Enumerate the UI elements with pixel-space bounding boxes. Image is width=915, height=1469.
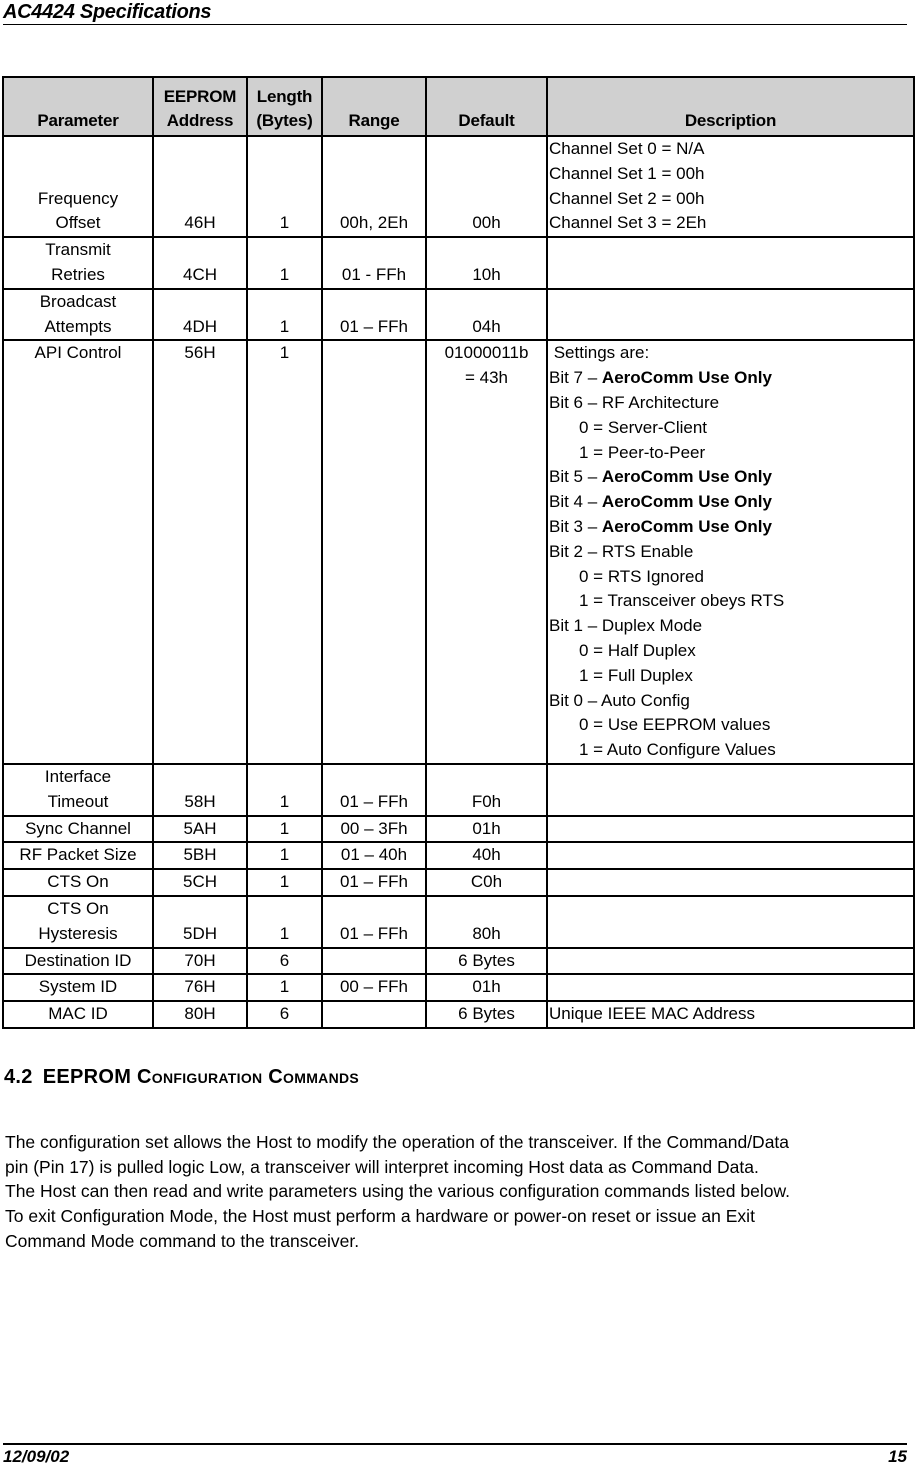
cell-range: 01 – FFh [322, 896, 426, 948]
cell-address: 4DH [153, 289, 247, 341]
description-line: 0 = Server-Client [579, 417, 708, 437]
column-header-parameter: Parameter [3, 77, 153, 136]
paragraph-line: The Host can then read and write parameters using the various configuration commands listed below. [5, 1181, 791, 1202]
cell-parameter: MAC ID [3, 1001, 153, 1028]
description-line: Settings are: [549, 343, 650, 363]
description-line: Bit 1 – Duplex Mode [549, 616, 703, 636]
table-row [3, 764, 914, 816]
cell-length: 1 [247, 289, 322, 341]
description-line: 1 = Full Duplex [579, 665, 693, 685]
paragraph-line: The configuration set allows the Host to modify the operation of the transceiver. If the Command/Data [5, 1132, 790, 1152]
description-line: Bit 7 – AeroComm Use Only [549, 368, 772, 388]
cell-parameter: Frequency Offset [3, 136, 153, 237]
cell-length: 1 [247, 896, 322, 948]
cell-description [547, 896, 914, 948]
cell-length: 1 [247, 974, 322, 1001]
description-line: Bit 3 – AeroComm Use Only [549, 516, 772, 536]
description-line: Unique IEEE MAC Address [549, 1004, 755, 1024]
cell-parameter: Broadcast Attempts [3, 289, 153, 341]
section-heading [4, 1066, 359, 1089]
footer-date: 12/09/02 [3, 1447, 70, 1466]
description-line: Channel Set 1 = 00h [549, 163, 705, 183]
eeprom-parameters-table [2, 76, 915, 1029]
table-row [3, 816, 914, 843]
cell-description [547, 869, 914, 896]
cell-default: 10h [426, 237, 547, 289]
paragraph-line: Command Mode command to the transceiver. [5, 1230, 360, 1251]
column-header-length: Length (Bytes) [247, 77, 322, 136]
cell-parameter: CTS On Hysteresis [3, 896, 153, 948]
cell-description [547, 974, 914, 1001]
cell-address: 56H [153, 340, 247, 764]
cell-default: 01h [426, 816, 547, 843]
cell-address: 4CH [153, 237, 247, 289]
cell-description [547, 948, 914, 975]
cell-parameter: Interface Timeout [3, 764, 153, 816]
description-line: Channel Set 3 = 2Eh [549, 213, 707, 233]
cell-range: 00 – 3Fh [322, 816, 426, 843]
document-title: AC4424 Specifications [3, 1, 212, 23]
cell-length: 1 [247, 136, 322, 237]
description-line: 1 = Transceiver obeys RTS [579, 591, 785, 611]
cell-description [547, 1001, 914, 1028]
cell-length: 1 [247, 237, 322, 289]
cell-range [322, 1001, 426, 1028]
cell-default: 6 Bytes [426, 1001, 547, 1028]
footer-page-number: 15 [888, 1447, 907, 1466]
cell-description [547, 237, 914, 289]
description-line: Bit 6 – RF Architecture [549, 392, 720, 412]
cell-address: 80H [153, 1001, 247, 1028]
cell-description [547, 289, 914, 341]
cell-length: 1 [247, 340, 322, 764]
description-line: 1 = Auto Configure Values [579, 740, 776, 760]
cell-default: F0h [426, 764, 547, 816]
cell-range [322, 948, 426, 975]
cell-description [547, 816, 914, 843]
cell-address: 5BH [153, 842, 247, 869]
cell-default: 01000011b = 43h [426, 340, 547, 764]
cell-range: 01 - FFh [322, 237, 426, 289]
cell-range: 01 – FFh [322, 289, 426, 341]
cell-parameter: Sync Channel [3, 816, 153, 843]
cell-range [322, 340, 426, 764]
cell-address: 5AH [153, 816, 247, 843]
section-body [5, 1130, 905, 1254]
cell-default: 6 Bytes [426, 948, 547, 975]
column-header-description: Description [547, 77, 914, 136]
description-line: Channel Set 0 = N/A [549, 139, 705, 158]
cell-address: 58H [153, 764, 247, 816]
table-header-row [3, 77, 914, 136]
cell-description [547, 842, 914, 869]
cell-address: 76H [153, 974, 247, 1001]
cell-parameter: API Control [3, 340, 153, 764]
cell-length: 6 [247, 948, 322, 975]
cell-default: C0h [426, 869, 547, 896]
table-row [3, 869, 914, 896]
table-row [3, 340, 914, 764]
paragraph-line: pin (Pin 17) is pulled logic Low, a transceiver will interpret incoming Host data as Command Data. [5, 1156, 759, 1177]
cell-default: 04h [426, 289, 547, 341]
cell-range: 00h, 2Eh [322, 136, 426, 237]
cell-address: 5DH [153, 896, 247, 948]
description-line: Channel Set 2 = 00h [549, 188, 705, 208]
table-row [3, 842, 914, 869]
table-body [3, 136, 914, 1028]
table-row [3, 289, 914, 341]
paragraph-line: To exit Configuration Mode, the Host must perform a hardware or power-on reset or issue an Exit [5, 1206, 755, 1227]
cell-parameter: CTS On [3, 869, 153, 896]
table-row [3, 1001, 914, 1028]
page-header [3, 0, 907, 25]
cell-length: 1 [247, 869, 322, 896]
cell-range: 01 – FFh [322, 764, 426, 816]
column-header-range: Range [322, 77, 426, 136]
table-row [3, 136, 914, 237]
cell-range: 01 – 40h [322, 842, 426, 869]
column-header-address: EEPROM Address [153, 77, 247, 136]
table-row [3, 948, 914, 975]
description-line: Bit 2 – RTS Enable [549, 541, 694, 561]
cell-default: 40h [426, 842, 547, 869]
cell-default: 01h [426, 974, 547, 1001]
description-line: 1 = Peer-to-Peer [579, 442, 706, 462]
description-line: Bit 5 – AeroComm Use Only [549, 467, 772, 487]
page-footer [3, 1443, 907, 1469]
cell-address: 70H [153, 948, 247, 975]
cell-address: 46H [153, 136, 247, 237]
table-row [3, 237, 914, 289]
cell-description [547, 764, 914, 816]
description-line: 0 = Half Duplex [579, 640, 696, 660]
table-row [3, 896, 914, 948]
cell-length: 1 [247, 764, 322, 816]
cell-description [547, 340, 914, 764]
cell-parameter: Transmit Retries [3, 237, 153, 289]
cell-default: 00h [426, 136, 547, 237]
cell-range: 00 – FFh [322, 974, 426, 1001]
description-line: 0 = Use EEPROM values [579, 715, 771, 735]
section-number: 4.2 [4, 1066, 33, 1088]
description-line: Bit 0 – Auto Config [549, 690, 690, 710]
section-title: EEPROM Configuration Commands [42, 1066, 360, 1088]
cell-range: 01 – FFh [322, 869, 426, 896]
cell-length: 1 [247, 816, 322, 843]
description-line: Bit 4 – AeroComm Use Only [549, 492, 772, 512]
cell-address: 5CH [153, 869, 247, 896]
table-row [3, 974, 914, 1001]
cell-parameter: RF Packet Size [3, 842, 153, 869]
cell-length: 6 [247, 1001, 322, 1028]
cell-description [547, 136, 914, 237]
cell-length: 1 [247, 842, 322, 869]
cell-parameter: Destination ID [3, 948, 153, 975]
cell-default: 80h [426, 896, 547, 948]
description-line: 0 = RTS Ignored [579, 566, 704, 586]
cell-parameter: System ID [3, 974, 153, 1001]
column-header-default: Default [426, 77, 547, 136]
